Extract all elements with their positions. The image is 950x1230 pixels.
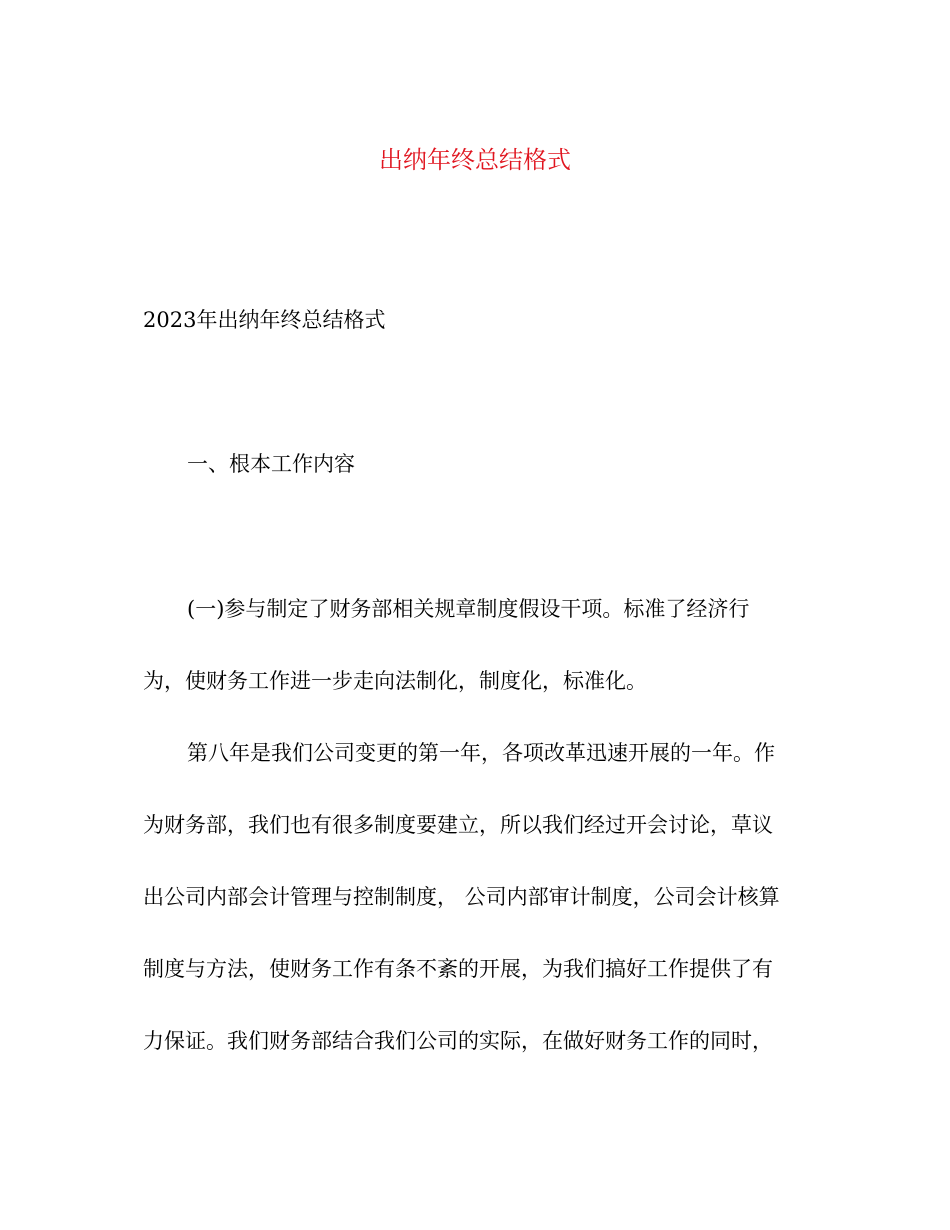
paragraph2-line: 第八年是我们公司变更的第一年，各项改革迅速开展的一年。作 [187, 741, 775, 765]
page-title: 出纳年终总结格式 [379, 146, 571, 174]
paragraph2-line: 制度与方法，使财务工作有条不紊的开展，为我们搞好工作提供了有 [143, 957, 773, 981]
document-subtitle: 2023年出纳年终总结格式 [143, 308, 386, 332]
paragraph2-line: 力保证。我们财务部结合我们公司的实际，在做好财务工作的同时， [143, 1029, 773, 1053]
paragraph1-line: 为，使财务工作进一步走向法制化，制度化，标准化。 [143, 669, 647, 693]
paragraph1-line: (一)参与制定了财务部相关规章制度假设干项。标准了经济行 [187, 597, 750, 621]
paragraph2-line: 出公司内部会计管理与控制制度， 公司内部审计制度，公司会计核算 [143, 885, 780, 909]
paragraph2-line: 为财务部，我们也有很多制度要建立，所以我们经过开会讨论，草议 [143, 813, 773, 837]
section-heading: 一、根本工作内容 [187, 452, 355, 476]
